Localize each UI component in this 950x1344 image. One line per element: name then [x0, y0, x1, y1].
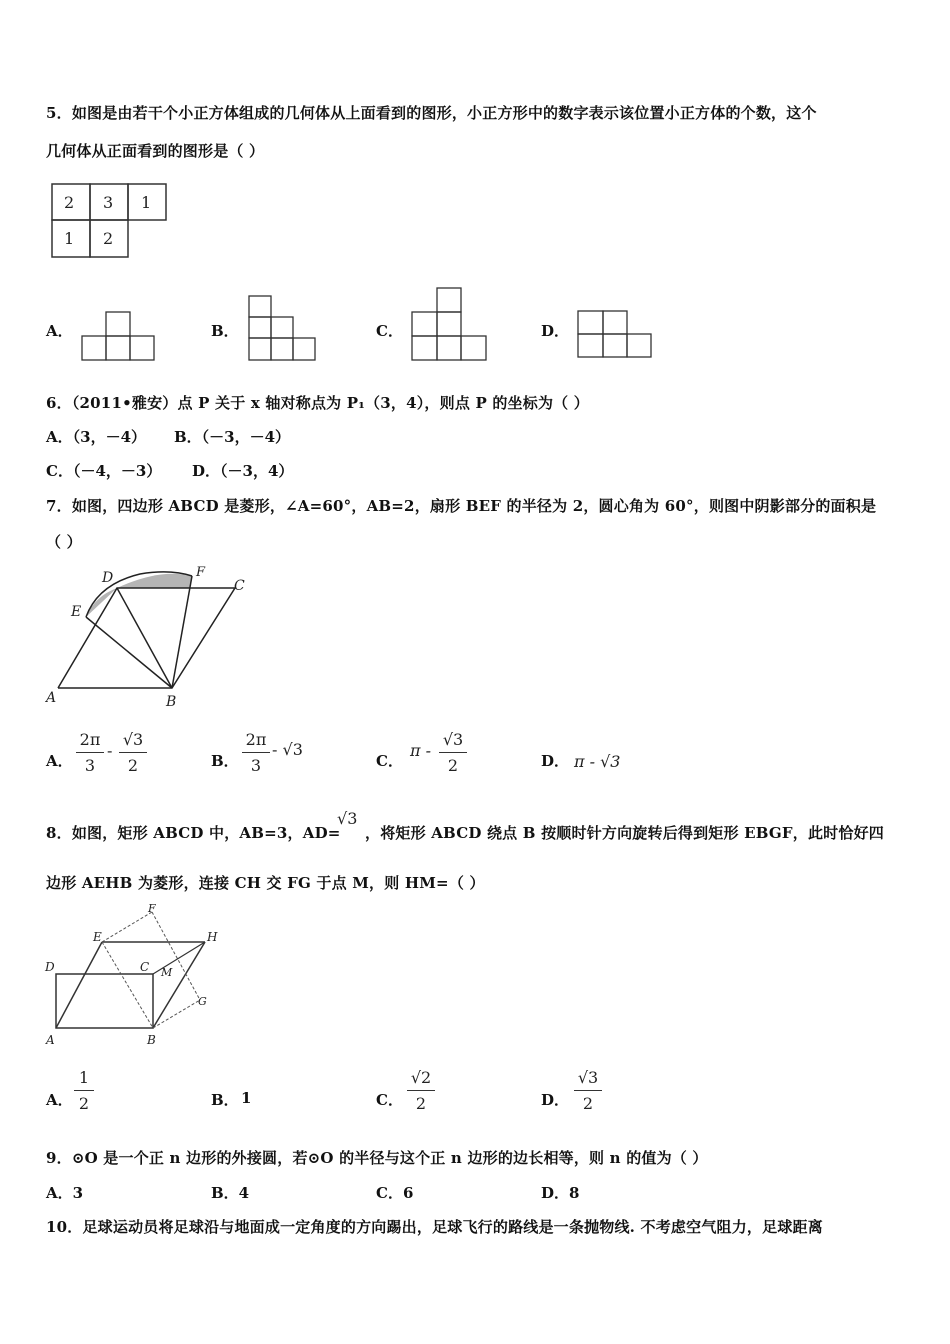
- numerator: 2π: [245, 730, 267, 749]
- q9-option-c: C．6: [376, 1184, 414, 1202]
- q8-option-a-frac: [74, 1068, 94, 1116]
- q7-option-b-label: B．: [211, 752, 239, 770]
- q7-stem-line2: （ ）: [46, 533, 82, 551]
- numerator: √3: [577, 1068, 599, 1087]
- q7-option-a-frac2: [119, 730, 147, 778]
- q5-option-c-figure: [411, 287, 489, 363]
- q5-option-b-figure: [248, 295, 318, 363]
- q8-option-c-frac: [407, 1068, 435, 1116]
- q5-option-a-label: A．: [46, 322, 73, 340]
- q5-option-d-figure: [577, 310, 655, 360]
- q10-stem-line1: 10．足球运动员将足球沿与地面成一定角度的方向踢出，足球飞行的路线是一条抛物线. 不考虑空气阻力，足球距离: [46, 1218, 823, 1236]
- q7-label-c: C: [234, 578, 245, 594]
- q9-option-d: D．8: [541, 1184, 580, 1202]
- q8-option-a-label: A．: [46, 1091, 73, 1109]
- q8-option-b-label: B．: [211, 1091, 239, 1109]
- q5-option-d-label: D．: [541, 322, 570, 340]
- q8-label-a: A: [46, 1033, 55, 1047]
- q7-label-b: B: [166, 694, 177, 710]
- q7-option-a-frac1: [76, 730, 104, 778]
- q5-option-b-label: B．: [211, 322, 239, 340]
- q5-grid-cell: 3: [103, 193, 114, 212]
- q5-option-c-label: C．: [376, 322, 403, 340]
- q5-grid-cell: 1: [141, 193, 152, 212]
- q7-option-d-label: D．: [541, 752, 570, 770]
- q8-option-b-value: 1: [241, 1089, 252, 1107]
- q6-option-c: C．（－4，－3）: [46, 462, 162, 480]
- q8-label-f: F: [148, 902, 156, 915]
- q5-grid-cell: 2: [103, 229, 114, 248]
- q8-label-e: E: [93, 930, 102, 944]
- q5-option-a-figure: [82, 311, 156, 361]
- q8-stem-line1a: 8．如图，矩形 ABCD 中，AB=3，AD=: [46, 824, 341, 842]
- q8-sqrt3: √3: [337, 809, 358, 828]
- q5-grid-cell: 2: [64, 193, 75, 212]
- denominator: 2: [447, 756, 459, 775]
- q8-stem-line1b: ，将矩形 ABCD 绕点 B 按顺时针方向旋转后得到矩形 EBGF，此时恰好四: [365, 824, 884, 842]
- q6-stem: 6．（2011•雅安）点 P 关于 x 轴对称点为 P₁（3，4），则点 P 的坐标为（ ）: [46, 394, 589, 412]
- numerator: √3: [442, 730, 464, 749]
- denominator: 2: [78, 1094, 90, 1113]
- q8-label-d: D: [45, 960, 55, 974]
- q7-option-b-rest: - √3: [272, 740, 303, 759]
- denominator: 2: [582, 1094, 594, 1113]
- q7-label-f: F: [196, 565, 206, 580]
- q7-label-d: D: [102, 570, 114, 586]
- q5-stem-line2: 几何体从正面看到的图形是（ ）: [46, 142, 265, 160]
- numerator: 1: [78, 1068, 90, 1087]
- q8-label-m: M: [161, 966, 173, 979]
- q9-option-a: A．3: [46, 1184, 84, 1202]
- numerator: √2: [410, 1068, 432, 1087]
- q7-option-a-minus: -: [107, 741, 113, 760]
- q5-grid-cell: 1: [64, 229, 75, 248]
- denominator: 3: [84, 756, 96, 775]
- q6-option-a: A．（3，－4）: [46, 428, 147, 446]
- q8-label-g: G: [198, 995, 207, 1008]
- q7-option-a-label: A．: [46, 752, 73, 770]
- q8-option-d-frac: [574, 1068, 602, 1116]
- q8-stem-line2: 边形 AEHB 为菱形，连接 CH 交 FG 于点 M，则 HM=（ ）: [46, 874, 485, 892]
- q7-label-a: A: [46, 690, 57, 706]
- q9-option-b: B．4: [211, 1184, 250, 1202]
- numerator: 2π: [79, 730, 101, 749]
- q8-label-h: H: [207, 930, 218, 944]
- numerator: √3: [122, 730, 144, 749]
- denominator: 2: [127, 756, 139, 775]
- q7-stem-line1: 7．如图，四边形 ABCD 是菱形，∠A=60°，AB=2，扇形 BEF 的半径为 2，圆心角为 60°，则图中阴影部分的面积是: [46, 497, 877, 515]
- q8-option-d-label: D．: [541, 1091, 570, 1109]
- q6-option-d: D．（－3，4）: [192, 462, 294, 480]
- q9-stem: 9．⊙O 是一个正 n 边形的外接圆，若⊙O 的半径与这个正 n 边形的边长相等，则 n 的值为（ ）: [46, 1149, 708, 1167]
- q7-option-c-frac: [439, 730, 467, 778]
- q6-option-b: B．（－3，－4）: [174, 428, 291, 446]
- q7-option-c-pre: π -: [410, 741, 432, 760]
- q7-option-c-label: C．: [376, 752, 403, 770]
- q8-rectangle-figure: [40, 900, 240, 1050]
- q5-stem-line1: 5．如图是由若干个小正方体组成的几何体从上面看到的图形，小正方形中的数字表示该位置小正方体的个数，这个: [46, 104, 817, 122]
- q7-option-d-expr: π - √3: [574, 752, 621, 771]
- q7-option-b-frac: [242, 730, 270, 778]
- q8-label-c: C: [140, 960, 150, 974]
- denominator: 3: [250, 756, 262, 775]
- q8-option-c-label: C．: [376, 1091, 403, 1109]
- denominator: 2: [415, 1094, 427, 1113]
- q7-label-e: E: [71, 604, 82, 620]
- q8-label-b: B: [147, 1033, 156, 1047]
